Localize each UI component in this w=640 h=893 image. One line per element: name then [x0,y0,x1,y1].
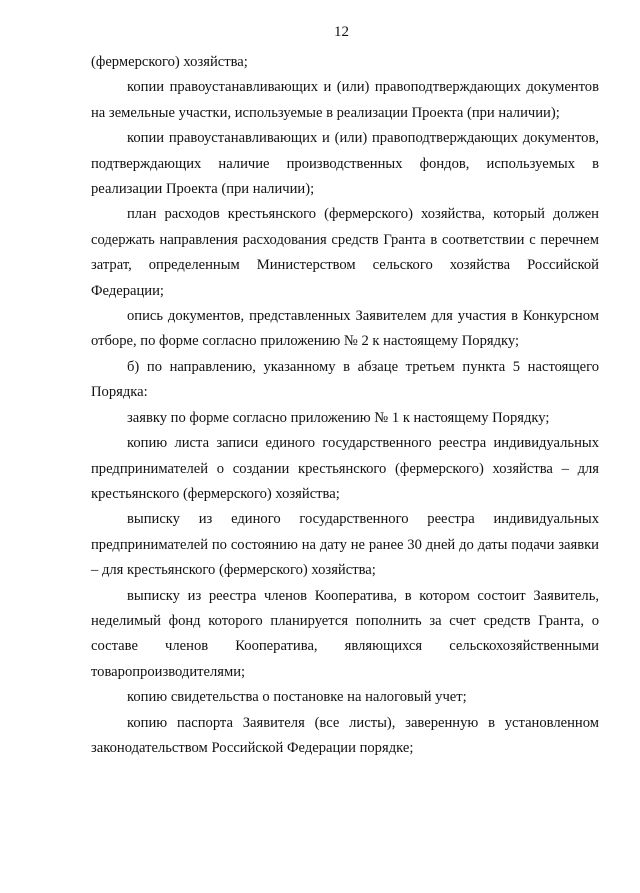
paragraph: выписку из единого государственного реестра индивидуальных предпринимателей по состоянию на дату не ранее 30 дней до даты подачи заявки – для крестьянского (фермерского) хозяйства; [91,511,599,579]
paragraph: опись документов, представленных Заявителем для участия в Конкурсном отборе, по форме согласно приложению № 2 к настоящему Порядку; [91,308,599,350]
paragraph: (фермерского) хозяйства; [91,54,248,70]
paragraph: заявку по форме согласно приложению № 1 к настоящему Порядку; [127,409,550,426]
paragraph: копию паспорта Заявителя (все листы), заверенную в установленном законодательством Российской Федерации порядке; [91,714,599,756]
paragraph: копию листа записи единого государственного реестра индивидуальных предпринимателей о создании крестьянского (фермерского) хозяйства – для крестьянского (фермерского) хозяйства; [91,435,599,502]
paragraph: выписку из реестра членов Кооператива, в котором состоит Заявитель, неделимый фонд которого планируется пополнить за счет средств Гранта, о составе членов Кооператива, являющихся сельскохозяйственными товаропроизводителями; [91,587,599,680]
paragraph: копии правоустанавливающих и (или) правоподтверждающих документов на земельные участки, используемые в реализации Проекта (при наличии); [91,79,599,121]
paragraph: копию свидетельства о постановке на налоговый учет; [127,689,467,706]
document-body [91,50,599,761]
paragraph: б) по направлению, указанному в абзаце третьем пункта 5 настоящего Порядка: [91,358,599,401]
paragraph: план расходов крестьянского (фермерского) хозяйства, который должен содержать направления расходования средств Гранта в соответствии с перечнем затрат, определенным Министерством сельского хозяйства Российской Федерации; [91,206,599,299]
paragraph: копии правоустанавливающих и (или) правоподтверждающих документов, подтверждающих наличие производственных фондов, используемых в реализации Проекта (при наличии); [91,130,599,198]
page-number: 12 [334,24,349,40]
